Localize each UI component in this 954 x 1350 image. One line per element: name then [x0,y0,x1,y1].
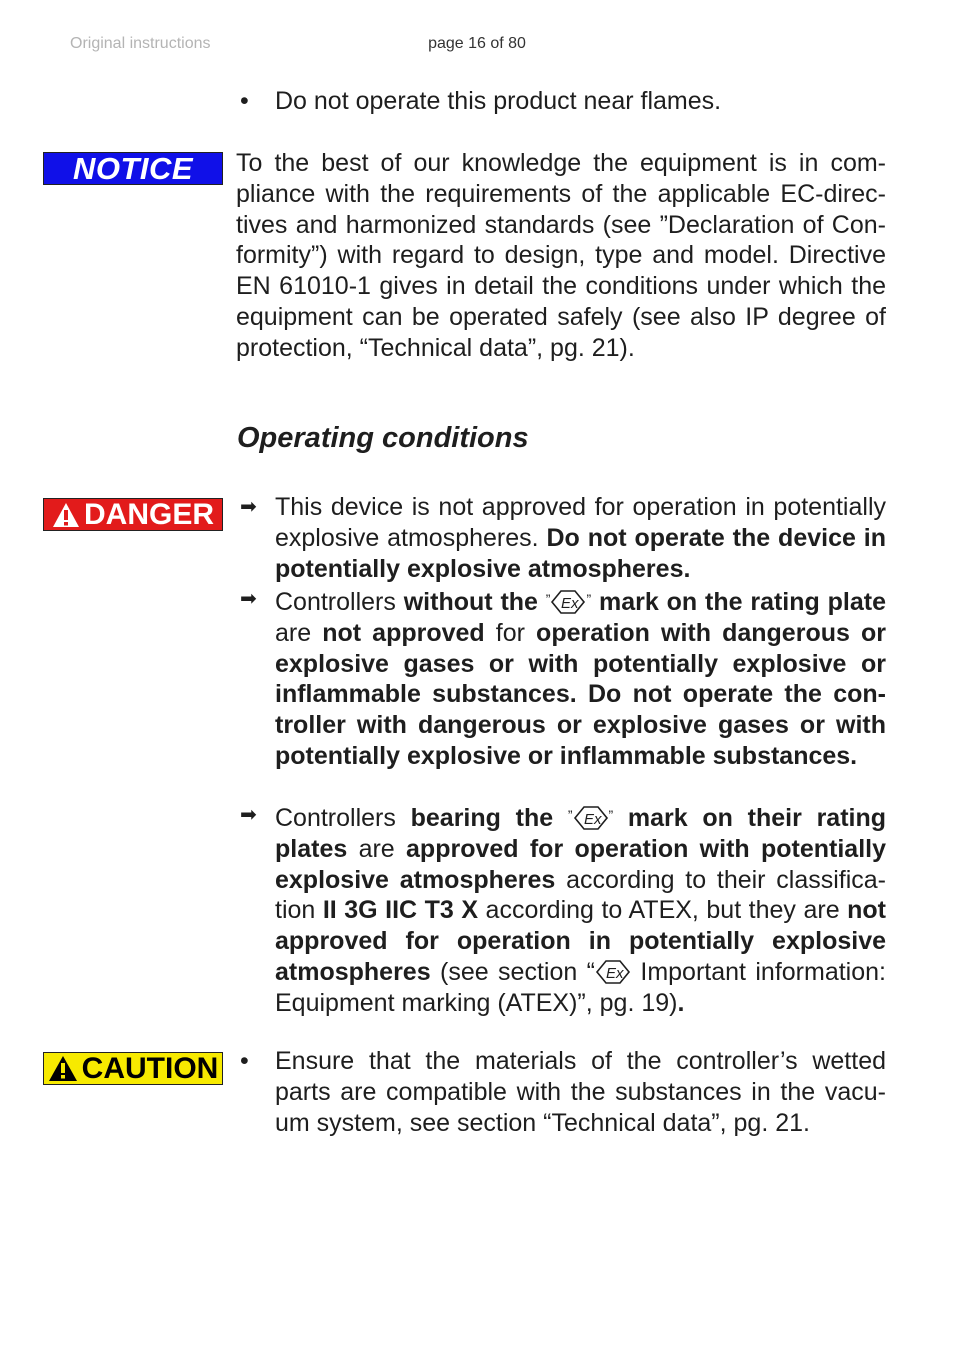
danger-item-3 [240,800,886,1019]
bullet-text: Do not operate this product near flames. [275,87,722,115]
danger-label-text: DANGER [83,497,214,531]
atex-ex-icon [550,589,586,615]
atex-ex-icon [595,959,631,985]
caution-label [43,1052,223,1085]
danger-item-2-text: Controllers without the ” Ex ” mark on the rating plate are not approved for operation with dangerous or explosive gases or with potentially explosive or inflammable substances. Do not operate the con-troller with dangerous or explosive gases or with potentially explosive or inflammable substances. [275,588,886,770]
warning-triangle-icon [48,1055,78,1082]
danger-label [43,498,223,531]
caution-item-text: Ensure that the materials of the controller’s wetted parts are compatible with the substances in the vacu-um system, see section “Technical data”, pg. 21. [275,1047,886,1137]
bullet-marker: • [240,87,249,115]
arrow-right-icon: ➡ [240,496,257,518]
header-doc-type: Original instructions [70,35,211,52]
section-heading: Operating conditions [237,422,529,454]
danger-item-1 [240,492,886,584]
danger-item-1-text: This device is not approved for operation in potentially explosive atmospheres. Do not operate the device in potentially explosive atmospheres. [275,493,886,583]
danger-item-3-text: Controllers bearing the ” Ex ” mark on their rating plates are approved for operation with potentially explosive atmospheres according to their classifica-tion II 3G IIC T3 X according to ATEX, but they are not approved for operation in potentially explosive atmospheres (see section “ Ex Important information: Equipment marking (ATEX)”, pg. 19). [275,804,887,1017]
warning-triangle-icon [52,502,80,528]
notice-label: NOTICE [43,152,223,185]
caution-item [240,1046,886,1138]
svg-text:Ex: Ex [583,811,602,828]
atex-ex-icon [573,805,609,831]
bullet-marker: • [240,1047,249,1075]
svg-text:Ex: Ex [605,964,624,982]
arrow-right-icon: ➡ [240,804,257,826]
notice-paragraph: To the best of our knowledge the equipment is in com-pliance with the requirements of the applicable EC-direc-tives and harmonized standards (see ”Declaration of Con-formity”) with regard to design, type and model. Directive EN 61010-1 gives in detail the conditions under which the equipment can be operated safely (see also IP degree of protection, “Technical data”, pg. 21). [236,149,886,362]
page-number: page 16 of 80 [428,35,526,52]
arrow-right-icon: ➡ [240,588,257,610]
bullet-flames [240,86,886,117]
svg-text:Ex: Ex [561,595,579,612]
danger-item-2 [240,584,886,772]
caution-label-text: CAUTION [81,1051,219,1085]
